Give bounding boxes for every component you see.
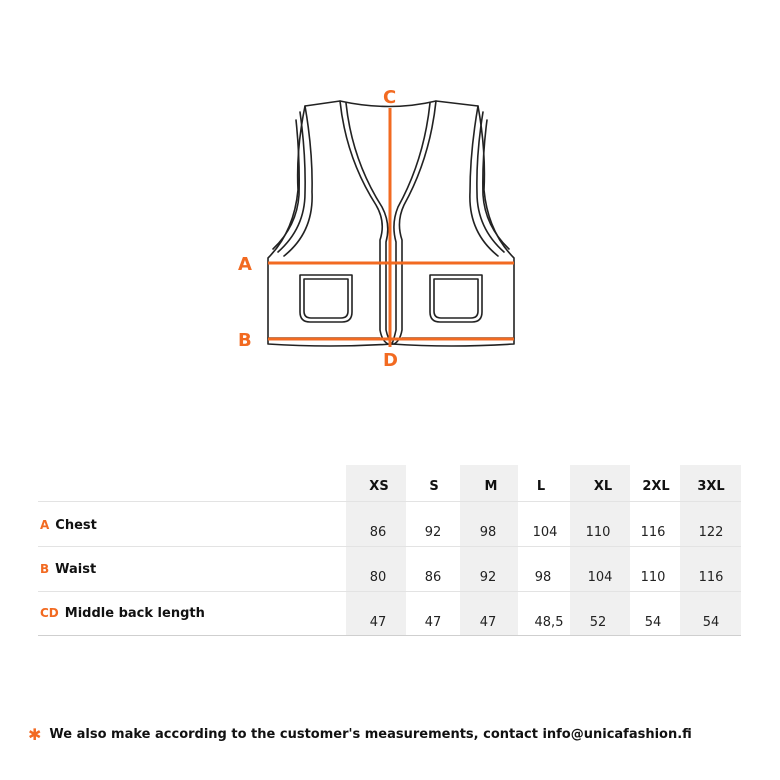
row-code: B <box>40 562 50 576</box>
left-pocket <box>300 275 352 322</box>
label-b: B <box>238 330 252 351</box>
label-c: C <box>383 87 397 108</box>
table-cell: 92 <box>424 525 442 540</box>
vest-measurement-diagram <box>0 0 780 380</box>
table-cell: 110 <box>585 525 611 540</box>
table-cell: 104 <box>532 525 558 540</box>
custom-measurements-note <box>28 723 692 742</box>
table-cell: 47 <box>424 615 442 630</box>
row-label-text: Middle back length <box>64 606 205 621</box>
table-bottom-border <box>38 635 741 636</box>
size-header-s: S <box>429 479 439 494</box>
size-header-3xl: 3XL <box>697 479 725 494</box>
table-cell: 80 <box>369 570 387 585</box>
row-label-text: Waist <box>55 562 97 577</box>
label-a: A <box>238 254 252 275</box>
table-cell: 47 <box>479 615 497 630</box>
row-label-chest <box>40 518 97 533</box>
size-header-xs: XS <box>369 479 389 494</box>
size-header-l: L <box>536 479 546 494</box>
table-cell: 116 <box>640 525 666 540</box>
table-cell: 98 <box>479 525 497 540</box>
table-cell: 116 <box>698 570 724 585</box>
asterisk-icon: ✱ <box>28 725 42 744</box>
row-code: A <box>40 518 50 532</box>
table-cell: 104 <box>587 570 613 585</box>
label-d: D <box>383 350 398 371</box>
size-header-2xl: 2XL <box>642 479 670 494</box>
table-cell: 122 <box>698 525 724 540</box>
row-label-waist <box>40 562 96 577</box>
row-divider <box>38 546 741 547</box>
table-cell: 54 <box>702 615 720 630</box>
row-label-text: Chest <box>55 518 97 533</box>
row-label-middle-back-length <box>40 606 205 621</box>
table-cell: 98 <box>534 570 552 585</box>
table-cell: 86 <box>424 570 442 585</box>
note-text: We also make according to the customer's measurements, contact info@unicafashion.fi <box>49 727 692 742</box>
table-cell: 92 <box>479 570 497 585</box>
table-cell: 110 <box>640 570 666 585</box>
size-header-xl: XL <box>593 479 613 494</box>
right-pocket <box>430 275 482 322</box>
table-cell: 48,5 <box>534 615 564 630</box>
row-code: CD <box>40 606 59 620</box>
table-cell: 47 <box>369 615 387 630</box>
table-cell: 54 <box>644 615 662 630</box>
row-divider <box>38 501 741 502</box>
row-divider <box>38 591 741 592</box>
size-header-m: M <box>484 479 498 494</box>
table-cell: 52 <box>589 615 607 630</box>
table-cell: 86 <box>369 525 387 540</box>
